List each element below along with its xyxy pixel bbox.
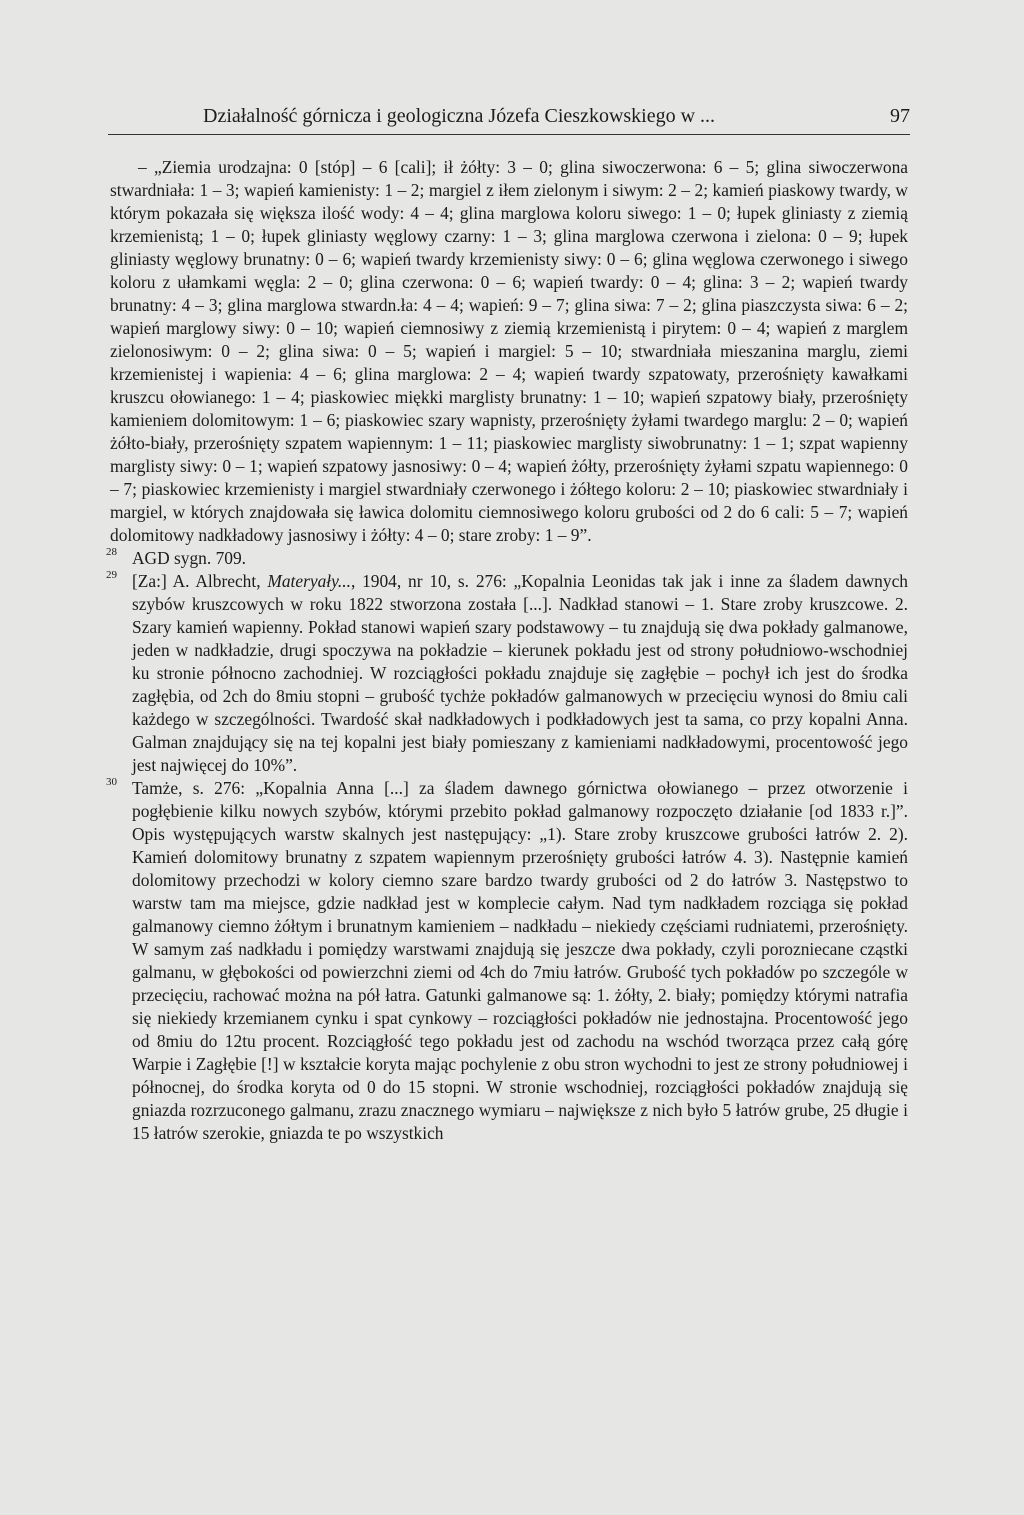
header-title: Działalność górnicza i geologiczna Józefa Cieszkowskiego w ...: [203, 105, 716, 127]
footnote-29: [106, 569, 908, 777]
footnote-text-continued: , 1904, nr 10, s. 276: „Kopalnia Leonidas tak jak i inne za śladem dawnych szybów kruszcowych w roku 1822 stworzona została [...]. Nadkład stanowi – 1. Stare zroby kruszcowe. 2. Szary kamień wapienny. Pokład stanowi wapień szary podstawowy – tu znajdują się dwa pokłady galmanowe, jeden w nadkładzie, drugi spoczywa na pokładzie – kierunek pokładu jest od strony południowo-wschodniej ku stronie północno zachodniej. W rozciągłości pokładu znajduje się zagłębie – pochył ich jest do środka zagłębia, od 2ch do 8miu stopni – grubość tychże pokładów galmanowych w przecięciu wynosi do 8miu cali każdego w szczególności. Twardość skał nadkładowych i podkładowych jest ta sama, co przy kopalni Anna. Galman znajdujący się na tej kopalni jest biały pomieszany z kamieniami nadkładowymi, procentowość jego jest najwięcej do 10%”.: [132, 571, 908, 775]
quotation-continuation: – „Ziemia urodzajna: 0 [stóp] – 6 [cali]; ił żółty: 3 – 0; glina siwoczerwona: 6 – 5; glina siwoczerwona stwardniała: 1 – 3; wapień kamienisty: 1 – 2; margiel z iłem zielonym i siwym: 2 – 2; kamień piaskowy twardy, w którym pokazała się większa ilość wody: 4 – 4; glina marglowa koloru siwego: 1 – 0; łupek gliniasty z ziemią krzemienistą; 1 – 0; łupek gliniasty węglowy czarny: 1 – 3; glina marglowa czerwona i zielona: 0 – 9; łupek gliniasty węglowy brunatny: 0 – 6; wapień twardy krzemienisty siwy: 0 – 6; glina węglowa czerwonego i siwego koloru z ułamkami węgla: 2 – 0; glina czerwona: 0 – 6; wapień twardy: 0 – 4; glina: 3 – 2; wapień twardy brunatny: 4 – 3; glina marglowa stwardn.ła: 4 – 4; wapień: 9 – 7; glina siwa: 7 – 2; glina piaszczysta siwa: 6 – 2; wapień marglowy siwy: 0 – 10; wapień ciemnosiwy z ziemią krzemienistą i pirytem: 0 – 4; wapień z marglem zielonosiwym: 0 – 2; glina siwa: 0 – 5; wapień i margiel: 5 – 10; stwardniała mieszanina marglu, ziemi krzemienistej i wapienia: 4 – 6; glina marglowa: 2 – 4; wapień twardy szpatowaty, przerośnięty kawałkami kruszcu ołowianego: 1 – 4; piaskowiec miękki marglisty brunatny: 1 – 10; wapień szpatowy biały, przerośnięty kamieniem dolomitowym: 1 – 6; piaskowiec szary wapnisty, przerośnięty żyłami twardego marglu: 2 – 0; wapień żółto-biały, przerośnięty szpatem wapiennym: 1 – 11; piaskowiec marglisty siwobrunatny: 1 – 1; szpat wapienny marglisty siwy: 0 – 1; wapień szpatowy jasnosiwy: 0 – 4; wapień żółty, przerośnięty żyłami szpatu wapiennego: 0 – 7; piaskowiec krzemienisty i margiel stwardniały czerwonego i żółtego koloru: 2 – 10; piaskowiec stwardniały i margiel, w których znajdowała się ławica dolomitu ciemnosiwego koloru grubości od 2 do 6 cali: 5 – 7; wapień dolomitowy nadkładowy jasnosiwy i żółty: 4 – 0; stare zroby: 1 – 9”.: [110, 157, 908, 545]
footnote-30: [106, 776, 908, 1145]
page-body: [106, 156, 908, 1145]
footnote-number: 28: [106, 546, 117, 558]
footnote-28: [106, 546, 908, 570]
footnote-text: Tamże, s. 276: „Kopalnia Anna [...] za śladem dawnego górnictwa ołowianego – przez otworzenie i pogłębienie kilku nowych szybów, którymi przebito pokład galmanowy rozpoczęto działanie [od 1833 r.]”. Opis występujących warstw skalnych jest następujący: „1). Stare zroby kruszcowe grubości łatrów 2. 2). Kamień dolomitowy brunatny z szpatem wapiennym przerośnięty grubości łatrów 4. 3). Następnie kamień dolomitowy przechodzi w kolory ciemno szare bardzo twardy grubości od 2 do łatrów 3. Następstwo to warstw tam ma miejsce, gdzie nadkład jest w komplecie całym. Nad tym nadkładem rozciąga się pokład galmanowy ciemno żółtym i brunatnym kamieniem – nadkładu – niekiedy częściami rudniatemi, przerośnięty. W samym zaś nadkładu i pomiędzy warstwami znajdują się jeszcze dwa pokłady, czyli porozniecane cząstki galmanu, w głębokości od powierzchni ziemi od 4ch do 7miu łatrów. Grubość tych pokładów po szczególe w przecięciu, rachować można na pół łatra. Gatunki galmanowe są: 1. żółty, 2. biały; pomiędzy którymi natrafia się niekiedy krzemianem cynku i spat cynkowy – rozciągłości pokładów nie jednostajna. Procentowość jego od 8miu do 12tu procent. Rozciągłość tego pokładu jest od zachodu na wschód tworząca przez całą górę Warpie i Zagłębie [!] w kształcie koryta mając pochylenie z obu stron wychodni to jest ze strony południowej i północnej, do środka koryta od 0 do 15 stopni. W stronie wschodniej, rozciągłości pokładów znajdują się gniazda rozrzuconego galmanu, zrazu znacznego wymiaru – największe z nich było 5 łatrów grube, 25 długie i 15 łatrów szerokie, gniazda te po wszystkich: [132, 778, 908, 1143]
footnote-italic-title: Materyały...: [267, 571, 351, 591]
header-rule: [108, 134, 910, 135]
footnote-number: 30: [106, 776, 117, 788]
footnote-text: [Za:] A. Albrecht,: [132, 571, 268, 591]
footnote-text: AGD sygn. 709.: [132, 548, 247, 568]
footnote-number: 29: [106, 569, 117, 581]
running-header: [203, 103, 910, 129]
page-number: 97: [890, 105, 910, 127]
